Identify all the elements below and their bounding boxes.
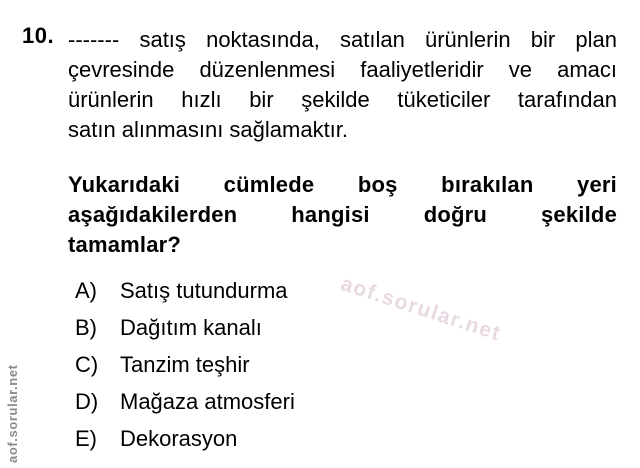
- watermark-diagonal: aof.sorular.net: [337, 272, 505, 346]
- option-e-letter: E): [75, 426, 97, 451]
- option-e-label: Dekorasyon: [120, 426, 238, 451]
- question-text-line: satın alınmasını sağlamaktır.: [68, 117, 349, 142]
- option-b-label: Dağıtım kanalı: [120, 315, 262, 340]
- question-text-line: ------- satış noktasında, satılan ürünlerin bir plan: [68, 27, 617, 52]
- option-a-label: Satış tutundurma: [120, 278, 288, 303]
- question-body: [68, 25, 617, 465]
- options-list: [68, 280, 617, 450]
- question-text-line: çevresinde düzenlenmesi faaliyetleridir ve amacı: [68, 57, 617, 82]
- watermark-side: aof.sorular.net: [5, 364, 20, 463]
- option-e[interactable]: [75, 428, 617, 450]
- question-text-line: ürünlerin hızlı bir şekilde tüketiciler tarafından: [68, 87, 617, 112]
- question-prompt-line: aşağıdakilerden hangisi doğru şekilde: [68, 202, 617, 227]
- question-text: [68, 25, 617, 145]
- option-b[interactable]: [75, 317, 617, 339]
- option-a-letter: A): [75, 278, 97, 303]
- option-b-letter: B): [75, 315, 97, 340]
- question-prompt-line: Yukarıdaki cümlede boş bırakılan yeri: [68, 172, 617, 197]
- option-c-letter: C): [75, 352, 99, 377]
- question-number: 10.: [22, 23, 55, 48]
- option-d-label: Mağaza atmosferi: [120, 389, 295, 414]
- option-c-label: Tanzim teşhir: [120, 352, 250, 377]
- option-c[interactable]: [75, 354, 617, 376]
- question-prompt-line: tamamlar?: [68, 232, 182, 257]
- option-d[interactable]: [75, 391, 617, 413]
- question-prompt: [68, 170, 617, 260]
- option-d-letter: D): [75, 389, 99, 414]
- option-a[interactable]: [75, 280, 617, 302]
